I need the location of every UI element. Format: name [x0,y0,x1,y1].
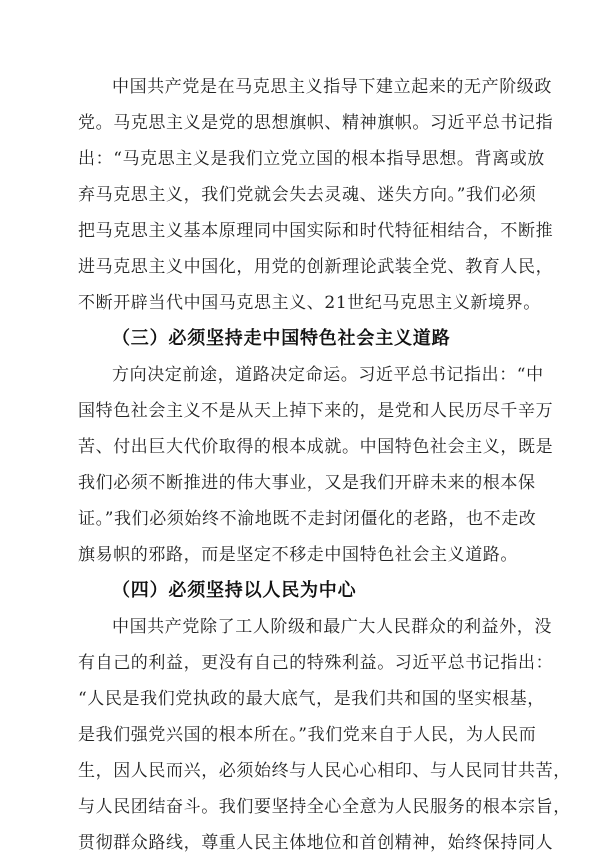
paragraph-line: 有自己的利益，更没有自己的特殊利益。习近平总书记指出： [78,653,554,673]
paragraph-line: 中国共产党是在马克思主义指导下建立起来的无产阶级政 [112,77,552,97]
paragraph-line: 国特色社会主义不是从天上掉下来的，是党和人民历尽千辛万 [78,401,554,421]
paragraph-line: 把马克思主义基本原理同中国实际和时代特征相结合，不断推 [78,221,554,241]
paragraph-line: 我们必须不断推进的伟大事业，又是我们开辟未来的根本保 [78,473,536,493]
section-heading-4: （四）必须坚持以人民为中心 [112,580,357,601]
paragraph-line: 中国共产党除了工人阶级和最广大人民群众的利益外，没 [112,617,552,637]
paragraph-line: 方向决定前途，道路决定命运。习近平总书记指出：“中 [112,365,544,385]
paragraph-line: “人民是我们党执政的最大底气，是我们共和国的坚实根基， [78,689,545,709]
paragraph-line: 旗易帜的邪路，而是坚定不移走中国特色社会主义道路。 [78,545,518,565]
section-heading-3: （三）必须坚持走中国特色社会主义道路 [112,328,451,349]
paragraph-line: 出：“马克思主义是我们立党立国的根本指导思想。背离或放 [78,149,545,169]
paragraph-line: 进马克思主义中国化，用党的创新理论武装全党、教育人民， [78,257,554,277]
paragraph-line: 是我们强党兴国的根本所在。”我们党来自于人民，为人民而 [78,725,537,745]
paragraph-line: 生，因人民而兴，必须始终与人民心心相印、与人民同甘共苦， [78,761,571,781]
paragraph-line: 弃马克思主义，我们党就会失去灵魂、迷失方向。”我们必须 [78,185,537,205]
paragraph-line: 证。”我们必须始终不渝地既不走封闭僵化的老路，也不走改 [78,509,537,529]
paragraph-line: 苦、付出巨大代价取得的根本成就。中国特色社会主义，既是 [78,437,554,457]
paragraph-line: 贯彻群众路线，尊重人民主体地位和首创精神，始终保持同人 [78,833,554,853]
paragraph-line: 不断开辟当代中国马克思主义、21世纪马克思主义新境界。 [78,293,541,313]
paragraph-line: 与人民团结奋斗。我们要坚持全心全意为人民服务的根本宗旨， [78,797,571,817]
paragraph-line: 党。马克思主义是党的思想旗帜、精神旗帜。习近平总书记指 [78,113,554,133]
